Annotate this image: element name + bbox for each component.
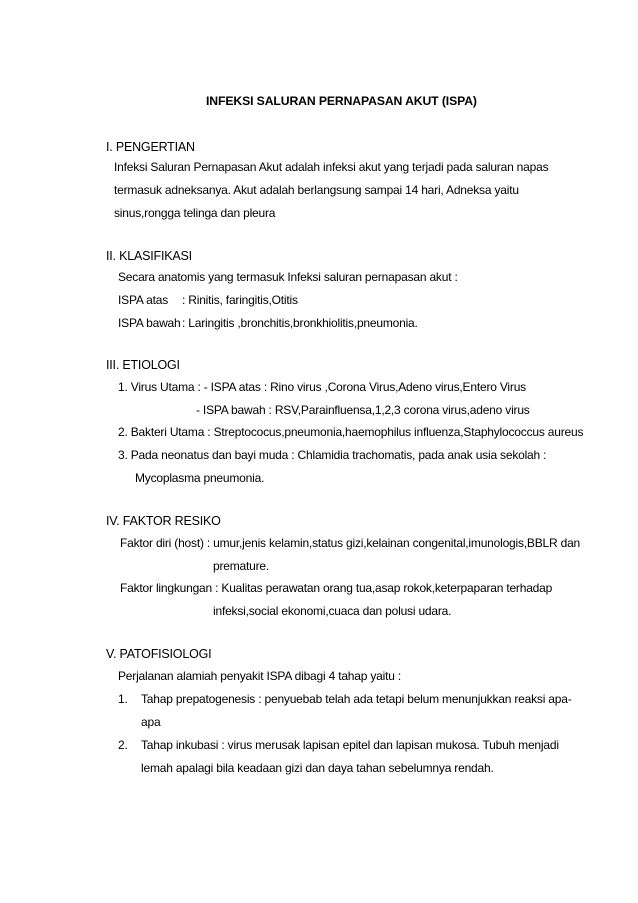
section-heading-patofisiologi: V. PATOFISIOLOGI [106, 647, 212, 661]
patofisiologi-item-line: lemah apalagi bila keadaan gizi dan daya tahan sebelumnya rendah. [141, 761, 494, 775]
klasifikasi-intro: Secara anatomis yang termasuk Infeksi saluran pernapasan akut : [118, 270, 458, 284]
etiologi-line: - ISPA bawah : RSV,Parainfluensa,1,2,3 corona virus,adeno virus [196, 403, 530, 417]
patofisiologi-intro: Perjalanan alamiah penyakit ISPA dibagi 4 tahap yaitu : [118, 669, 401, 683]
section-heading-faktor-resiko: IV. FAKTOR RESIKO [106, 514, 221, 528]
pengertian-line: Infeksi Saluran Pernapasan Akut adalah infeksi akut yang terjadi pada saluran napas [114, 160, 549, 174]
klasifikasi-row-value: : Laringitis ,bronchitis,bronkhiolitis,pneumonia. [182, 316, 418, 330]
patofisiologi-item-line: Tahap prepatogenesis : penyuebab telah ada tetapi belum menunjukkan reaksi apa- [141, 692, 572, 706]
etiologi-line: Mycoplasma pneumonia. [135, 471, 265, 485]
faktor-resiko-line: infeksi,social ekonomi,cuaca dan polusi udara. [213, 604, 452, 618]
patofisiologi-item-number: 2. [118, 738, 128, 752]
section-heading-etiologi: III. ETIOLOGI [106, 358, 180, 372]
klasifikasi-row-label: ISPA atas [118, 293, 169, 307]
klasifikasi-row-label: ISPA bawah [118, 316, 181, 330]
patofisiologi-item-line: apa [141, 715, 161, 729]
patofisiologi-item-line: Tahap inkubasi : virus merusak lapisan epitel dan lapisan mukosa. Tubuh menjadi [141, 738, 559, 752]
faktor-resiko-line: Faktor diri (host) : umur,jenis kelamin,status gizi,kelainan congenital,imunologis,BBLR dan [120, 536, 581, 550]
pengertian-line: sinus,rongga telinga dan pleura [114, 206, 276, 220]
klasifikasi-row-value: : Rinitis, faringitis,Otitis [182, 293, 298, 307]
faktor-resiko-line: Faktor lingkungan : Kualitas perawatan orang tua,asap rokok,keterpaparan terhadap [120, 581, 553, 595]
etiologi-line: 1. Virus Utama : - ISPA atas : Rino virus ,Corona Virus,Adeno virus,Entero Virus [118, 380, 526, 394]
section-heading-pengertian: I. PENGERTIAN [106, 140, 195, 154]
etiologi-line: 2. Bakteri Utama : Streptococus,pneumonia,haemophilus influenza,Staphylococcus aureus [118, 425, 584, 439]
document-title: INFEKSI SALURAN PERNAPASAN AKUT (ISPA) [206, 94, 477, 108]
pengertian-line: termasuk adneksanya. Akut adalah berlangsung sampai 14 hari, Adneksa yaitu [114, 183, 519, 197]
section-heading-klasifikasi: II. KLASIFIKASI [106, 249, 192, 263]
faktor-resiko-line: premature. [213, 559, 270, 573]
etiologi-line: 3. Pada neonatus dan bayi muda : Chlamidia trachomatis, pada anak usia sekolah : [118, 448, 547, 462]
patofisiologi-item-number: 1. [118, 692, 128, 706]
